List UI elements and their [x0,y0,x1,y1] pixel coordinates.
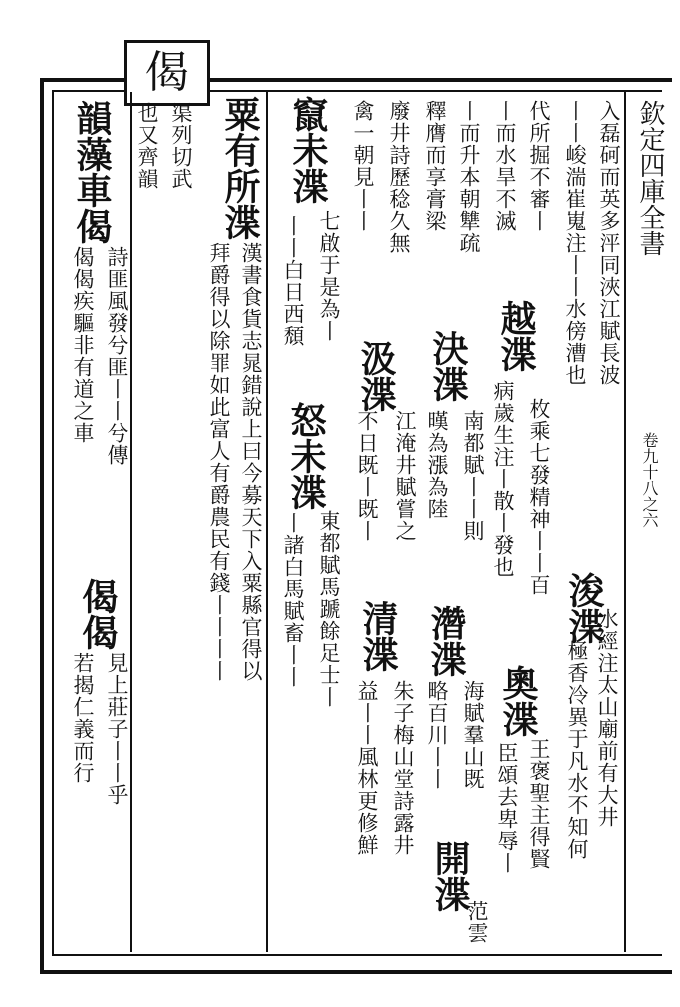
text-column: 七啟于是為丨 [317,210,341,342]
text-column: 丨諸白馬賦畜丨丨 [281,512,305,688]
column-rule [130,92,132,952]
text-column: 禽一朝見丨丨 [351,100,375,232]
volume-label: 卷九十八之六 [640,432,659,528]
text-column: 漢書食貨志晁錯說上曰今募天下入粟縣官得以 [239,242,263,682]
text-column: 若揭仁義而行 [71,652,95,784]
text-column: 益丨丨風林更修鮮 [355,680,379,856]
text-column: 代所掘不審丨 [527,100,551,232]
text-column: 海賦羣山既 [461,680,485,790]
text-column: 拜爵得以除罪如此富人有爵農民有錢丨丨丨丨 [207,242,231,682]
headword: 偈偈 [77,578,119,650]
headword: 浚渫 [563,572,605,644]
headword: 怒未渫 [285,402,327,510]
text-column: 范雲 [465,900,489,944]
column-rule [266,92,268,952]
column-rule [624,92,626,952]
text-column: 廢井詩歷稔久無 [387,100,411,254]
text-column: 東都賦馬蹏餘足士丨 [317,510,341,708]
text-column: 詩匪風發兮匪丨丨兮傳 [105,246,129,466]
headword: 奧渫 [497,665,539,737]
text-column: 也又齊韻 [135,102,159,190]
text-column: 丨而升本朝犨疏 [457,100,481,254]
headword: 越渫 [495,300,537,372]
text-column: 釋膺而享膏梁 [423,100,447,232]
headword: 竄未渫 [287,96,329,204]
text-column: 水經注太山廟前有大井 [595,608,619,828]
text-column: 病歲生注丨散丨發也 [491,380,515,578]
text-column: 臣頌去卑辱丨 [495,742,519,874]
headword: 開渫 [429,840,471,912]
text-column: 極香冷異于凡水不知何 [565,640,589,860]
text-column: 王褒聖主得賢 [527,738,551,870]
text-column: 見上莊子丨丨乎 [105,652,129,806]
text-column: 朱子梅山堂詩露井 [391,680,415,856]
text-column: 略百川丨丨 [425,680,449,790]
text-column: 渠列切武 [169,102,193,190]
headword: 粟有所渫 [219,96,261,240]
headword: 汲渫 [355,340,397,412]
text-column: 入磊砢而英多泙同浹江賦長波 [597,100,621,386]
text-column: 枚乘七發精神丨丨百 [527,398,551,596]
text-column: 丨丨峻湍崔嵬注丨丨水傍漕也 [563,100,587,386]
text-column: 江淹井賦嘗之 [393,410,417,542]
text-column: 丨丨白日西頹 [281,215,305,347]
text-column: 不日既丨既丨 [355,410,379,542]
top-title-fragment: 欽定四庫全書 [635,100,665,256]
section-tab [124,40,210,106]
text-column: 南都賦丨丨則 [461,410,485,542]
headword: 決渫 [427,330,469,402]
tab-character: 偈 [145,47,189,98]
text-column: 偈偈疾驅非有道之車 [71,246,95,444]
headword: 濳渫 [425,605,467,677]
text-column: 丨而水旱不滅 [493,100,517,232]
text-column: 暵為漲為陸 [425,410,449,520]
headword: 清渫 [357,600,399,672]
headword: 韻藻車偈 [71,100,113,244]
